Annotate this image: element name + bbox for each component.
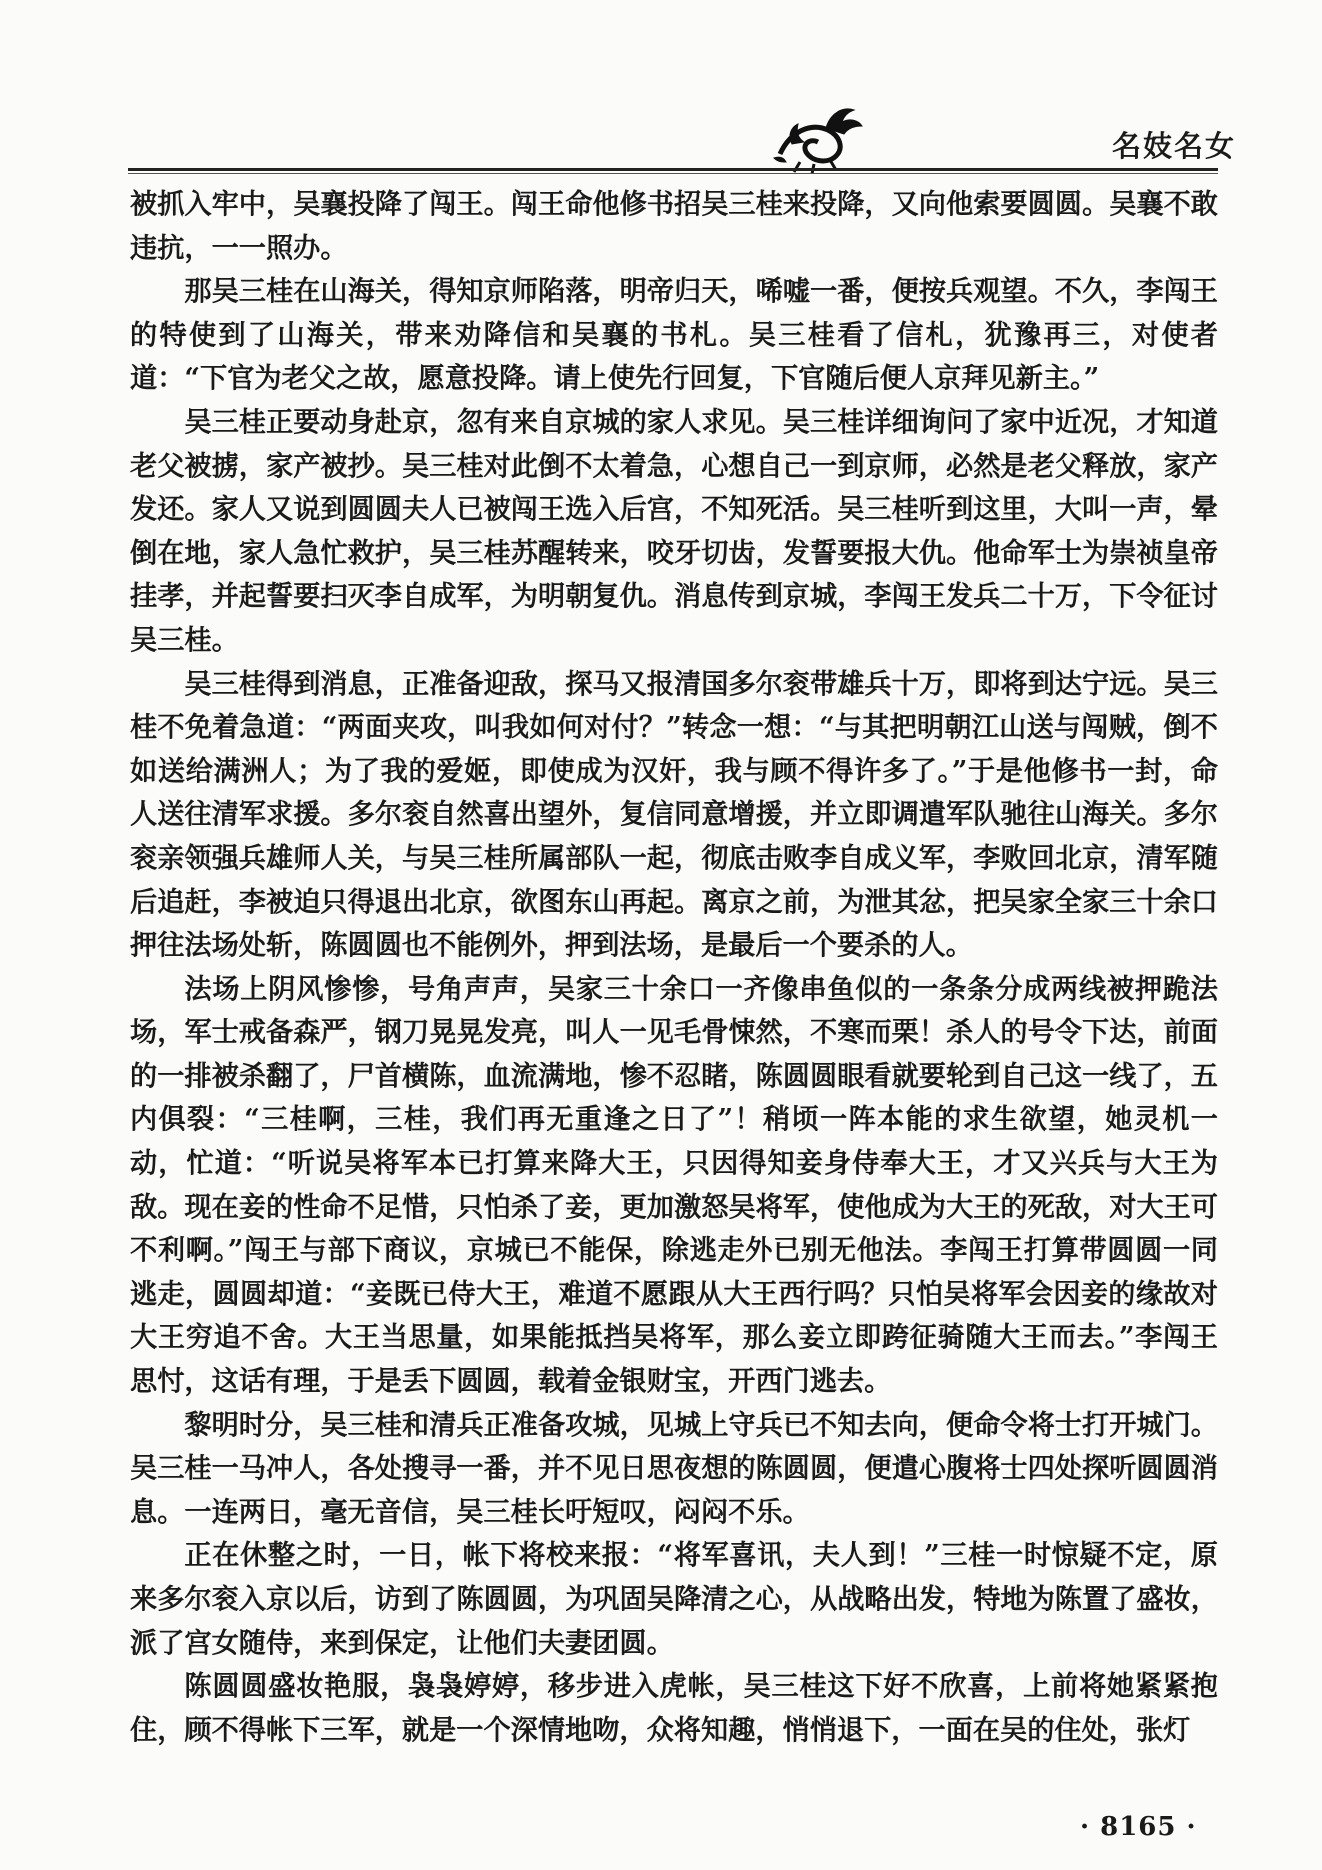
paragraph: 黎明时分，吴三桂和清兵正准备攻城，见城上守兵已不知去向，便命令将士打开城门。吴三桂一马冲人，各处搜寻一番，并不见日思夜想的陈圆圆，便遣心腹将士四处探听圆圆消息。一连两日，毫无音信，吴三桂长吁短叹，闷闷不乐。: [130, 1408, 1218, 1528]
page-number: · 8165 ·: [1080, 1812, 1197, 1842]
paragraph: 那吴三桂在山海关，得知京师陷落，明帝归天，唏嘘一番，便按兵观望。不久，李闯王的特使到了山海关，带来劝降信和吴襄的书札。吴三桂看了信札，犹豫再三，对使者道：“下官为老父之故，愿意投降。请上使先行回复，下官随后便人京拜见新主。”: [130, 275, 1218, 395]
paragraph: 法场上阴风惨惨，号角声声，吴家三十余口一齐像串鱼似的一条条分成两线被押跪法场，军士戒备森严，钢刀晃晃发亮，叫人一见毛骨悚然，不寒而栗！杀人的号令下达，前面的一排被杀翻了，尸首横陈，血流满地，惨不忍睹，陈圆圆眼看就要轮到自己这一线了，五内俱裂：“三桂啊，三桂，我们再无重逢之日了”！稍顷一阵本能的求生欲望，她灵机一动，忙道：“听说吴将军本已打算来降大王，只因得知妾身侍奉大王，才又兴兵与大王为敌。现在妾的性命不足惜，只怕杀了妾，更加激怒吴将军，使他成为大王的死敌，对大王可不利啊。”闯王与部下商议，京城已不能保，除逃走外已别无他法。李闯王打算带圆圆一同逃走，圆圆却道：“妾既已侍大王，难道不愿跟从大王西行吗？只怕吴将军会因妾的缘故对大王穷追不舍。大王当思量，如果能抵挡吴将军，那么妾立即跨征骑随大王而去。”李闯王思忖，这话有理，于是丢下圆圆，载着金银财宝，开西门逃去。: [130, 972, 1218, 1398]
page-header: [0, 0, 1322, 170]
paragraph: 吴三桂得到消息，正准备迎敌，探马又报清国多尔衮带雄兵十万，即将到达宁远。吴三桂不免着急道：“两面夹攻，叫我如何对付？”转念一想：“与其把明朝江山送与闯贼，倒不如送给满洲人；为了我的爱姬，即使成为汉奸，我与顾不得许多了。”于是他修书一封，命人送往清军求援。多尔衮自然喜出望外，复信同意增援，并立即调遣军队驰往山海关。多尔衮亲领强兵雄师人关，与吴三桂所属部队一起，彻底击败李自成义军，李败回北京，清军随后追赶，李被迫只得退出北京，欲图东山再起。离京之前，为泄其忿，把吴家全家三十余口押往法场处斩，陈圆圆也不能例外，押到法场，是最后一个要杀的人。: [130, 667, 1218, 962]
paragraph: 被抓入牢中，吴襄投降了闯王。闯王命他修书招吴三桂来投降，又向他索要圆圆。吴襄不敢违抗，一一照办。: [130, 188, 1218, 264]
header-rule: [128, 168, 1218, 171]
dragon-emblem-icon: [770, 92, 866, 174]
paragraph: 陈圆圆盛妆艳服，袅袅婷婷，移步进入虎帐，吴三桂这下好不欣喜，上前将她紧紧抱住，顾不得帐下三军，就是一个深情地吻，众将知趣，悄悄退下，一面在吴的住处，张灯: [130, 1670, 1218, 1746]
article-body: [130, 183, 1218, 1752]
header-rule-thin: [128, 173, 1218, 174]
paragraph: 吴三桂正要动身赴京，忽有来自京城的家人求见。吴三桂详细询问了家中近况，才知道老父被掳，家产被抄。吴三桂对此倒不太着急，心想自己一到京师，必然是老父释放，家产发还。家人又说到圆圆夫人已被闯王选入后宫，不知死活。吴三桂听到这里，大叫一声，晕倒在地，家人急忙救护，吴三桂苏醒转来，咬牙切齿，发誓要报大仇。他命军士为崇祯皇帝挂孝，并起誓要扫灭李自成军，为明朝复仇。消息传到京城，李闯王发兵二十万，下令征讨吴三桂。: [130, 405, 1218, 656]
section-title: 名妓名女: [1112, 129, 1237, 163]
paragraph: 正在休整之时，一日，帐下将校来报：“将军喜讯，夫人到！”三桂一时惊疑不定，原来多尔衮入京以后，访到了陈圆圆，为巩固吴降清之心，从战略出发，特地为陈置了盛妆，派了宫女随侍，来到保定，让他们夫妻团圆。: [130, 1539, 1218, 1659]
